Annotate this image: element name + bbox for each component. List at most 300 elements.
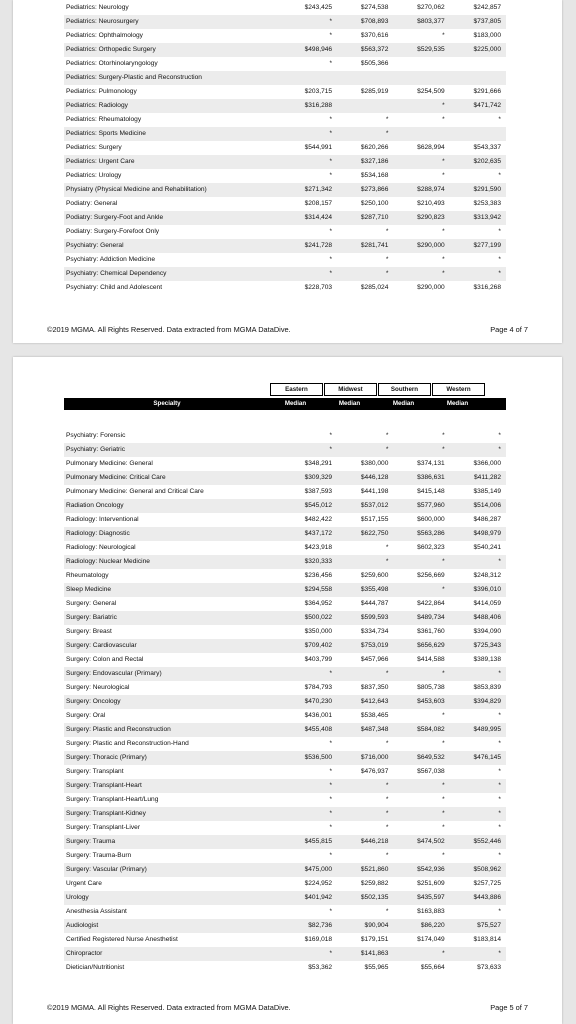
median-cell: * <box>450 947 506 961</box>
region-header-western: Western <box>432 383 485 396</box>
copyright-footer: ©2019 MGMA. All Rights Reserved. Data extracted from MGMA DataDive. <box>47 325 291 334</box>
median-cell: $517,155 <box>360 516 389 523</box>
median-cell: $290,823 <box>393 211 449 225</box>
median-cell: * <box>498 116 501 123</box>
table-row <box>64 429 506 443</box>
specialty-cell: Chiropractor <box>64 947 281 961</box>
specialty-cell: Surgery: Plastic and Reconstruction-Hand <box>66 740 189 747</box>
median-cell: $577,960 <box>393 499 449 513</box>
median-cell: $538,465 <box>360 712 389 719</box>
median-cell: $327,186 <box>337 155 393 169</box>
table-row <box>64 583 506 597</box>
specialty-cell: Surgery: Transplant-Heart <box>64 779 281 793</box>
median-cell: $453,603 <box>393 695 449 709</box>
page-number: Page 4 of 7 <box>490 325 528 334</box>
median-cell: * <box>498 796 501 803</box>
median-cell: $53,362 <box>308 964 333 971</box>
median-cell: * <box>281 807 337 821</box>
median-cell: $224,952 <box>304 880 333 887</box>
median-cell: $482,422 <box>304 516 333 523</box>
median-cell <box>393 57 449 71</box>
median-cell: $75,527 <box>450 919 506 933</box>
median-cell: $489,995 <box>450 723 506 737</box>
median-cell: * <box>385 796 389 803</box>
specialty-cell: Rheumatology <box>66 572 109 579</box>
specialty-cell: Pediatrics: Otorhinolaryngology <box>66 60 158 67</box>
median-cell: $401,942 <box>281 891 337 905</box>
median-cell: $470,230 <box>281 695 337 709</box>
median-cell: $803,377 <box>393 15 449 29</box>
copyright-footer: ©2019 MGMA. All Rights Reserved. Data extracted from MGMA DataDive. <box>47 1003 291 1012</box>
specialty-cell: Surgery: Transplant-Kidney <box>64 807 281 821</box>
table-row <box>64 267 506 281</box>
median-cell: $208,157 <box>304 200 333 207</box>
specialty-cell: Psychiatry: Addiction Medicine <box>66 256 156 263</box>
median-header-southern: Median <box>392 400 415 407</box>
table-row <box>64 15 506 29</box>
median-cell: * <box>329 32 333 39</box>
specialty-cell: Pediatrics: Surgery-Plastic and Reconstruction <box>64 71 281 85</box>
median-cell <box>393 71 449 85</box>
median-cell: $285,024 <box>360 284 389 291</box>
median-cell: $411,282 <box>450 471 506 485</box>
specialty-cell: Pulmonary Medicine: Critical Care <box>64 471 281 485</box>
specialty-cell: Surgery: Transplant-Heart/Lung <box>66 796 159 803</box>
median-cell: * <box>442 256 445 263</box>
median-cell: $475,000 <box>281 863 337 877</box>
median-cell: $380,000 <box>360 460 389 467</box>
median-cell: * <box>385 228 389 235</box>
median-cell: $476,937 <box>360 768 389 775</box>
median-cell: $437,172 <box>281 527 337 541</box>
median-cell: $536,500 <box>281 751 337 765</box>
median-cell: * <box>329 228 333 235</box>
median-cell: * <box>329 908 333 915</box>
specialty-cell: Audiologist <box>64 919 281 933</box>
median-cell: * <box>393 99 449 113</box>
median-cell: * <box>393 267 449 281</box>
specialty-cell: Pediatrics: Rheumatology <box>66 116 142 123</box>
median-cell: $725,343 <box>450 639 506 653</box>
median-cell: $287,710 <box>337 211 393 225</box>
median-cell: $285,919 <box>360 88 389 95</box>
table-row <box>64 239 506 253</box>
median-cell: $236,456 <box>304 572 333 579</box>
specialty-cell: Pediatrics: Orthopedic Surgery <box>64 43 281 57</box>
median-cell: * <box>281 443 337 457</box>
specialty-cell: Surgery: Neurological <box>66 684 130 691</box>
median-cell: * <box>329 824 333 831</box>
median-cell: * <box>393 779 449 793</box>
specialty-cell: Radiology: Interventional <box>66 516 139 523</box>
median-cell: $243,425 <box>304 4 333 11</box>
median-cell: * <box>393 947 449 961</box>
median-cell: * <box>498 824 501 831</box>
specialty-cell: Pediatrics: Neurology <box>66 4 129 11</box>
table-row <box>64 863 506 877</box>
specialty-cell: Surgery: Transplant-Liver <box>66 824 141 831</box>
median-cell: $441,198 <box>360 488 389 495</box>
specialty-cell: Pediatrics: Urology <box>66 172 122 179</box>
median-cell: $270,062 <box>417 4 445 11</box>
specialty-cell: Pediatrics: Radiology <box>64 99 281 113</box>
median-cell: $435,597 <box>393 891 449 905</box>
median-cell: * <box>337 779 393 793</box>
median-cell <box>337 99 393 113</box>
median-cell: $350,000 <box>304 628 333 635</box>
median-cell: $314,424 <box>281 211 337 225</box>
median-cell: * <box>498 908 501 915</box>
median-cell: $396,010 <box>450 583 506 597</box>
median-cell: $505,366 <box>360 60 389 67</box>
median-cell: $248,312 <box>473 572 501 579</box>
table-row <box>64 849 506 863</box>
median-cell: * <box>498 852 501 859</box>
table-row <box>64 541 506 555</box>
median-cell: * <box>281 779 337 793</box>
median-cell: $179,151 <box>360 936 389 943</box>
specialty-cell: Psychiatry: Forensic <box>66 432 126 439</box>
median-cell: $544,991 <box>304 144 333 151</box>
median-cell: $514,006 <box>450 499 506 513</box>
specialty-cell: Radiation Oncology <box>64 499 281 513</box>
specialty-cell: Surgery: Oral <box>66 712 106 719</box>
median-cell: $529,535 <box>393 43 449 57</box>
table-row <box>64 471 506 485</box>
median-cell: $271,342 <box>281 183 337 197</box>
median-cell: * <box>329 60 333 67</box>
median-cell: $242,857 <box>473 4 501 11</box>
median-cell <box>337 71 393 85</box>
median-cell: $443,886 <box>450 891 506 905</box>
median-cell: * <box>442 432 445 439</box>
median-cell: $436,001 <box>304 712 333 719</box>
median-cell: * <box>329 172 333 179</box>
median-cell: * <box>329 116 333 123</box>
median-cell: $253,383 <box>473 200 501 207</box>
median-cell: $542,936 <box>393 863 449 877</box>
median-cell: $471,742 <box>450 99 506 113</box>
table-row <box>64 443 506 457</box>
median-cell: * <box>385 256 389 263</box>
region-header-midwest: Midwest <box>324 383 377 396</box>
specialty-cell: Anesthesia Assistant <box>66 908 127 915</box>
specialty-cell: Surgery: Cardiovascular <box>64 639 281 653</box>
median-cell: $455,815 <box>281 835 337 849</box>
median-cell: $55,965 <box>364 964 389 971</box>
median-cell: * <box>450 779 506 793</box>
table-row <box>64 709 506 723</box>
median-cell: * <box>393 807 449 821</box>
table-row <box>64 905 506 919</box>
median-cell: * <box>329 740 333 747</box>
median-cell: * <box>329 852 333 859</box>
median-cell: $288,974 <box>393 183 449 197</box>
median-cell: $163,883 <box>417 908 445 915</box>
specialty-cell: Dietician/Nutritionist <box>66 964 125 971</box>
specialty-cell: Podiatry: Surgery-Forefoot Only <box>66 228 160 235</box>
median-cell: * <box>442 740 445 747</box>
median-cell: $316,268 <box>473 284 501 291</box>
median-cell: * <box>281 127 337 141</box>
median-header-midwest: Median <box>338 400 361 407</box>
median-cell: $86,220 <box>393 919 449 933</box>
median-cell: $82,736 <box>281 919 337 933</box>
median-cell: $444,787 <box>360 600 389 607</box>
table-row <box>64 737 506 751</box>
table-row <box>64 625 506 639</box>
median-cell: * <box>450 443 506 457</box>
table-row <box>64 225 506 239</box>
specialty-cell: Pediatrics: Ophthalmology <box>66 32 143 39</box>
median-cell: $709,402 <box>281 639 337 653</box>
table-row <box>64 71 506 85</box>
median-cell <box>450 127 506 141</box>
median-cell: $389,138 <box>473 656 501 663</box>
median-cell: * <box>281 947 337 961</box>
median-cell <box>450 71 506 85</box>
median-cell: $543,337 <box>473 144 501 151</box>
specialty-cell: Surgery: Trauma <box>64 835 281 849</box>
median-cell: $498,979 <box>450 527 506 541</box>
table-row <box>64 947 506 961</box>
table-row <box>64 43 506 57</box>
median-cell <box>450 57 506 71</box>
specialty-cell: Radiology: Nuclear Medicine <box>64 555 281 569</box>
median-cell: $784,793 <box>304 684 333 691</box>
median-cell: * <box>498 712 501 719</box>
median-cell: $534,168 <box>360 172 389 179</box>
median-cell: $256,669 <box>417 572 445 579</box>
specialty-cell: Radiology: Diagnostic <box>64 527 281 541</box>
specialty-cell: Pediatrics: Surgery <box>66 144 122 151</box>
median-cell: * <box>385 824 389 831</box>
median-cell: $521,860 <box>337 863 393 877</box>
median-cell: $853,839 <box>473 684 501 691</box>
median-cell: * <box>337 807 393 821</box>
specialty-cell: Pediatrics: Urgent Care <box>64 155 281 169</box>
specialty-cell: Psychiatry: Child and Adolescent <box>66 284 163 291</box>
median-cell: $486,287 <box>473 516 501 523</box>
table-row <box>64 597 506 611</box>
median-cell: $423,918 <box>304 544 333 551</box>
document-page-5 <box>13 357 562 1024</box>
median-cell <box>281 71 337 85</box>
specialty-cell: Surgery: Bariatric <box>64 611 281 625</box>
specialty-cell: Surgery: Oncology <box>64 695 281 709</box>
median-cell: $412,643 <box>337 695 393 709</box>
specialty-cell: Urgent Care <box>66 880 102 887</box>
median-cell: $370,616 <box>360 32 389 39</box>
median-cell: $183,814 <box>473 936 501 943</box>
specialty-cell: Pediatrics: Sports Medicine <box>64 127 281 141</box>
table-row <box>64 639 506 653</box>
median-cell: $90,904 <box>337 919 393 933</box>
median-cell: $73,633 <box>477 964 501 971</box>
specialty-cell: Physiatry (Physical Medicine and Rehabilitation) <box>64 183 281 197</box>
table-row <box>64 183 506 197</box>
specialty-cell: Radiology: Neurological <box>66 544 136 551</box>
median-cell: $716,000 <box>337 751 393 765</box>
region-header-southern: Southern <box>378 383 431 396</box>
median-cell: $394,829 <box>450 695 506 709</box>
median-cell: * <box>385 116 389 123</box>
median-cell: $737,805 <box>450 15 506 29</box>
table-row <box>64 555 506 569</box>
median-cell: $210,493 <box>417 200 445 207</box>
median-cell: * <box>329 796 333 803</box>
region-header-eastern: Eastern <box>270 383 323 396</box>
table-row <box>64 723 506 737</box>
specialty-column-header: Specialty <box>153 400 181 407</box>
median-cell: * <box>337 667 393 681</box>
median-cell: $488,406 <box>450 611 506 625</box>
median-cell: $273,866 <box>337 183 393 197</box>
median-cell: $203,715 <box>304 88 333 95</box>
specialty-cell: Surgery: General <box>66 600 117 607</box>
median-cell: * <box>337 267 393 281</box>
median-cell: * <box>281 155 337 169</box>
table-row <box>64 155 506 169</box>
median-cell: $259,600 <box>360 572 389 579</box>
median-cell: * <box>393 667 449 681</box>
table-row <box>64 127 506 141</box>
median-cell: $281,741 <box>337 239 393 253</box>
table-row <box>64 779 506 793</box>
median-cell: $837,350 <box>360 684 389 691</box>
median-cell: * <box>329 256 333 263</box>
median-cell: $320,333 <box>281 555 337 569</box>
median-cell: $259,882 <box>360 880 389 887</box>
table-row <box>64 29 506 43</box>
median-cell: * <box>337 555 393 569</box>
median-cell: * <box>442 852 445 859</box>
table-row <box>64 681 506 695</box>
median-cell: $291,666 <box>473 88 501 95</box>
median-cell: * <box>498 172 501 179</box>
median-cell: * <box>442 796 445 803</box>
median-cell: $476,145 <box>450 751 506 765</box>
median-cell: $446,218 <box>337 835 393 849</box>
median-cell: * <box>450 807 506 821</box>
median-cell: * <box>385 908 389 915</box>
median-cell: $446,128 <box>337 471 393 485</box>
median-cell: $361,760 <box>417 628 445 635</box>
median-cell: $403,799 <box>304 656 333 663</box>
median-cell: $257,725 <box>473 880 501 887</box>
median-cell: $628,994 <box>417 144 445 151</box>
median-cell: $241,728 <box>281 239 337 253</box>
median-cell: $415,148 <box>417 488 445 495</box>
median-cell: * <box>337 127 393 141</box>
median-cell: $487,348 <box>337 723 393 737</box>
median-cell: $708,893 <box>337 15 393 29</box>
median-cell: * <box>393 555 449 569</box>
median-cell: $622,750 <box>337 527 393 541</box>
specialty-cell: Surgery: Vascular (Primary) <box>64 863 281 877</box>
median-cell: $422,864 <box>417 600 445 607</box>
specialty-cell: Pulmonary Medicine: General and Critical Care <box>66 488 204 495</box>
compensation-table-page-4 <box>64 1 506 295</box>
median-cell: $183,000 <box>473 32 501 39</box>
median-cell: * <box>393 583 449 597</box>
median-cell: * <box>281 15 337 29</box>
table-row <box>64 485 506 499</box>
median-cell: * <box>498 432 501 439</box>
median-cell: $540,241 <box>473 544 501 551</box>
table-row <box>64 513 506 527</box>
median-cell: * <box>442 712 445 719</box>
median-cell: * <box>329 768 333 775</box>
table-row <box>64 891 506 905</box>
median-cell: $599,593 <box>337 611 393 625</box>
median-cell: $537,012 <box>337 499 393 513</box>
table-row <box>64 877 506 891</box>
table-row <box>64 85 506 99</box>
specialty-cell: Pediatrics: Pulmonology <box>66 88 137 95</box>
median-cell: * <box>498 768 501 775</box>
median-cell: $600,000 <box>417 516 445 523</box>
median-cell: $174,049 <box>417 936 445 943</box>
document-page-4 <box>13 0 562 343</box>
median-cell: $202,635 <box>450 155 506 169</box>
median-cell: * <box>385 740 389 747</box>
median-cell: $313,942 <box>450 211 506 225</box>
median-cell: $141,863 <box>337 947 393 961</box>
median-cell: $334,734 <box>360 628 389 635</box>
table-row <box>64 653 506 667</box>
median-cell <box>393 127 449 141</box>
median-cell: * <box>498 228 501 235</box>
median-cell: $309,329 <box>281 471 337 485</box>
median-cell: $169,018 <box>304 936 333 943</box>
median-cell: $753,019 <box>337 639 393 653</box>
specialty-cell: Podiatry: General <box>66 200 118 207</box>
table-row <box>64 667 506 681</box>
median-cell: $563,372 <box>337 43 393 57</box>
table-row <box>64 457 506 471</box>
table-row <box>64 821 506 835</box>
median-cell: $254,509 <box>417 88 445 95</box>
table-row <box>64 113 506 127</box>
median-cell: * <box>385 432 389 439</box>
table-row <box>64 169 506 183</box>
median-cell: $498,946 <box>281 43 337 57</box>
table-row <box>64 961 506 975</box>
median-cell: $366,000 <box>473 460 501 467</box>
specialty-cell: Psychiatry: Geriatric <box>64 443 281 457</box>
table-row <box>64 919 506 933</box>
median-cell: * <box>450 667 506 681</box>
table-row <box>64 197 506 211</box>
median-cell: $348,291 <box>304 460 333 467</box>
median-cell: $385,149 <box>473 488 501 495</box>
table-row <box>64 99 506 113</box>
median-header-eastern: Median <box>284 400 307 407</box>
specialty-cell: Pediatrics: Neurosurgery <box>64 15 281 29</box>
median-cell: $394,090 <box>473 628 501 635</box>
specialty-cell: Surgery: Colon and Rectal <box>66 656 144 663</box>
table-row <box>64 793 506 807</box>
median-cell: * <box>393 155 449 169</box>
table-row <box>64 1 506 15</box>
median-cell: $457,966 <box>360 656 389 663</box>
specialty-cell: Pulmonary Medicine: General <box>66 460 153 467</box>
median-cell: $567,038 <box>417 768 445 775</box>
table-row <box>64 807 506 821</box>
median-cell: $414,588 <box>417 656 445 663</box>
median-cell: $602,323 <box>417 544 445 551</box>
